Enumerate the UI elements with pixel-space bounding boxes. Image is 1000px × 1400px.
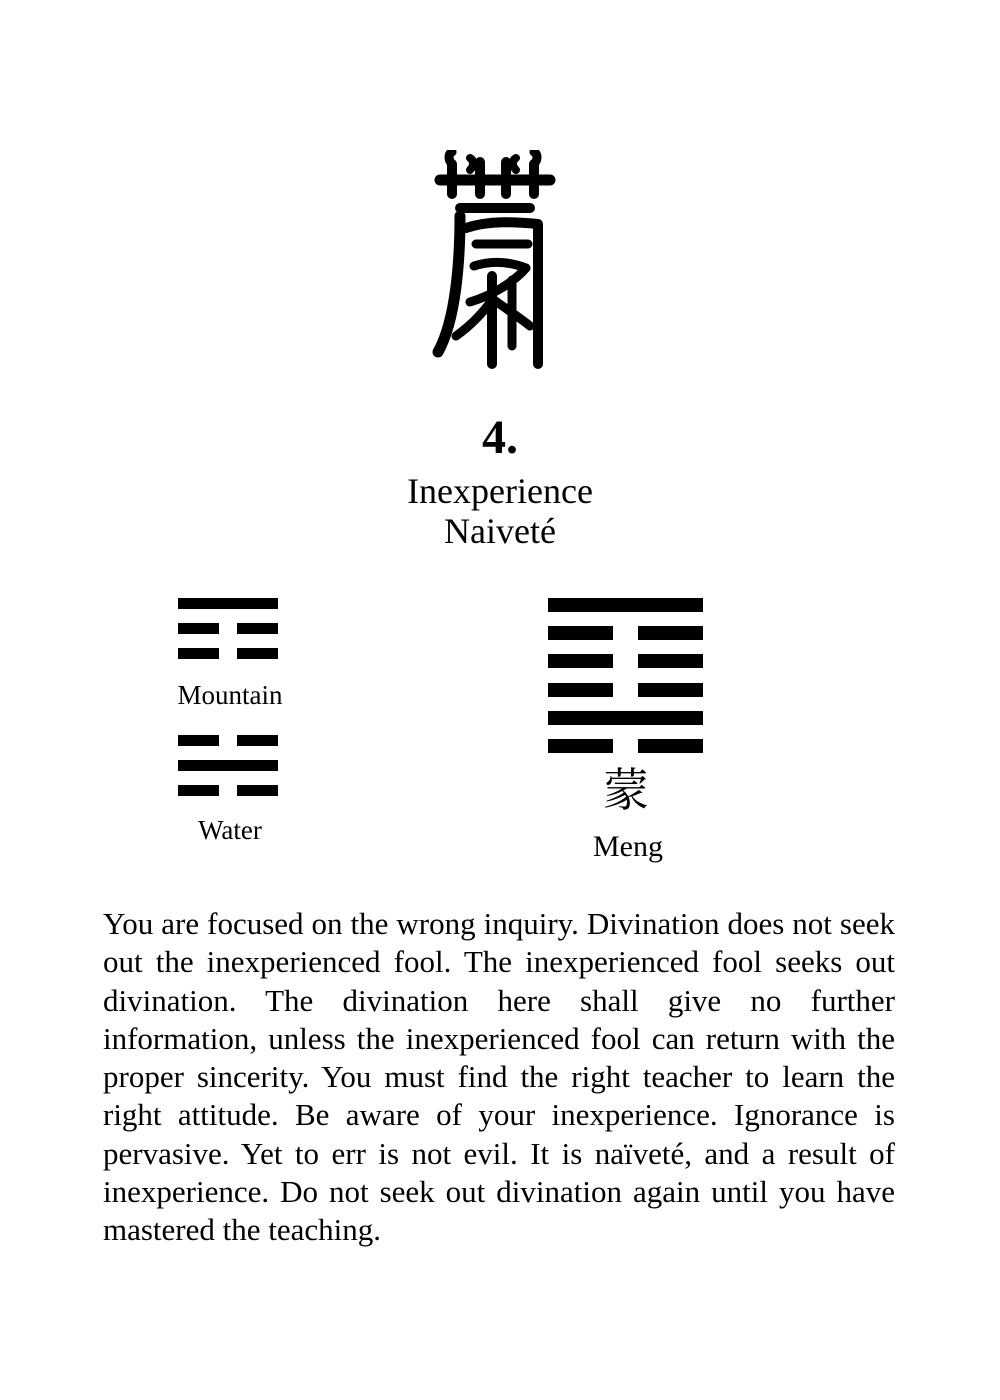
seal-script-meng-icon [430, 150, 560, 375]
broken-line-segment [548, 683, 613, 697]
solid-line [548, 711, 703, 725]
solid-line [178, 760, 278, 771]
hexagram-number: 4. [482, 411, 518, 464]
broken-line-segment [237, 785, 278, 796]
lower-trigram-water-icon [178, 735, 278, 797]
broken-line-segment [548, 654, 613, 668]
hexagram-title-english: Inexperience [407, 471, 593, 511]
hexagram-romanization: Meng [593, 830, 663, 863]
broken-line-segment [548, 626, 613, 640]
broken-line-segment [237, 735, 278, 746]
upper-trigram-label: Mountain [177, 680, 283, 710]
broken-line-segment [638, 683, 703, 697]
broken-line-segment [237, 623, 278, 634]
broken-line-segment [178, 785, 219, 796]
chinese-character: 蒙 [603, 763, 649, 817]
broken-line-segment [178, 735, 219, 746]
broken-line-segment [638, 739, 703, 753]
broken-line-segment [178, 648, 219, 659]
hexagram-description: You are focused on the wrong inquiry. Divination does not seek out the inexperienced fool. The inexperienced fool seeks out divination. The divination here shall give no further information, unless the inexperienced fool can return with the proper sincerity. You must find the right teacher to learn the right attitude. Be aware of your inexperience. Ignorance is pervasive. Yet to err is not evil. It is naïveté, and a result of inexperience. Do not seek out divination again until you have mastered the teaching. [103, 906, 895, 1248]
broken-line-segment [548, 739, 613, 753]
seal-script-glyph [430, 150, 560, 375]
solid-line [548, 598, 703, 612]
solid-line [178, 598, 278, 609]
broken-line-segment [638, 654, 703, 668]
broken-line-segment [638, 626, 703, 640]
broken-line-segment [178, 623, 219, 634]
hexagram-title-alternate: Naiveté [444, 511, 556, 551]
upper-trigram-mountain-icon [178, 598, 278, 660]
broken-line-segment [237, 648, 278, 659]
lower-trigram-label: Water [198, 815, 262, 845]
hexagram-meng-icon [548, 598, 703, 753]
